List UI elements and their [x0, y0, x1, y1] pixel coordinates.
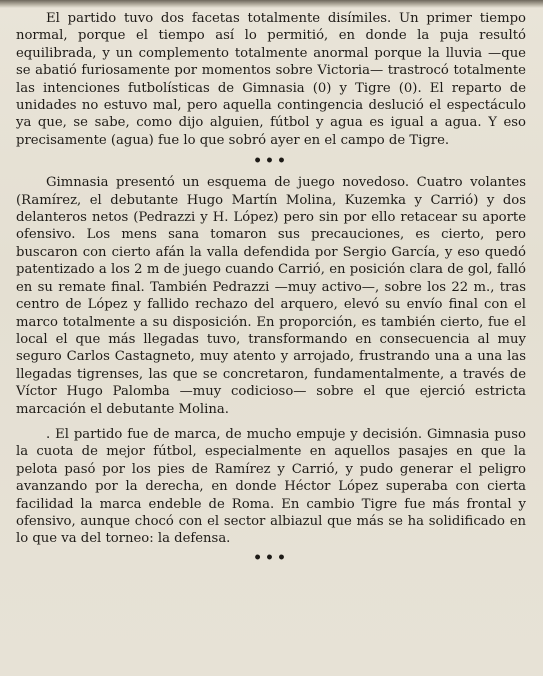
paragraph-3-text: . El partido fue de marca, de mucho empuje y decisión. Gimnasia puso la cuota de mejor fútbol, especialmente en aquellos pasajes en que la pelota pasó por los pies de Ramírez y Carrió, y pudo generar el peligro avanzando por la derecha, en donde Héctor López superaba con cierta facilidad la marca endeble de Roma. En cambio Tigre fue más frontal y ofensivo, aunque chocó con el sector albiazul que más se ha solidificado en lo que va del torneo: la defensa. — [16, 426, 526, 547]
paragraph-1-text: El partido tuvo dos facetas totalmente disímiles. Un primer tiempo normal, porque el tiempo así lo permitió, en donde la puja resultó equilibrada, y un complemento totalmente anormal porque la lluvia —que se abatió furiosamente por momentos sobre Victoria— trastrocó totalmente las intenciones futbolísticas de Gimnasia (0) y Tigre (0). El reparto de unidades no estuvo mal, pero aquella contingencia deslució el espectáculo ya que, se sabe, como dijo alguien, fútbol y agua es igual a agua. Y eso precisamente (agua) fue lo que sobró ayer en el campo de Tigre. — [16, 11, 526, 148]
section-separator: ••• — [253, 153, 289, 170]
section-separator-end: ••• — [253, 549, 289, 566]
article-paragraph-1 — [16, 10, 526, 149]
paragraph-2-text: Gimnasia presentó un esquema de juego novedoso. Cuatro volantes (Ramírez, el debutante Hugo Martín Molina, Kuzemka y Carrió) y dos delanteros netos (Pedrazzi y H. López) pero sin por ello retacear su aporte ofensivo. Los mens sana tomaron sus precauciones, es cierto, pero buscaron con cierto afán la valla defendida por Sergio García, y eso quedó patentizado a los 2 m de juego cuando Carrió, en posición clara de gol, falló en su remate final. También Pedrazzi —muy activo—, sobre los 22 m., tras centro de López y fallido rechazo del arquero, elevó su envío final con el marco totalmente a su disposición. En proporción, es también cierto, fue el local el que más llegadas tuvo, transformando en consecuencia al muy seguro Carlos Castagneto, muy atento y arrojado, frustrando una a una las llegadas tigrenses, las que se concretaron, fundamentalmente, a través de Víctor Hugo Palomba —muy codicioso— sobre el que ejerció estricta marcación el debutante Molina. — [16, 175, 526, 417]
clipping-top-edge — [0, 0, 543, 8]
article-body — [16, 10, 526, 565]
article-paragraph-3 — [16, 426, 526, 548]
article-paragraph-2 — [16, 174, 526, 418]
